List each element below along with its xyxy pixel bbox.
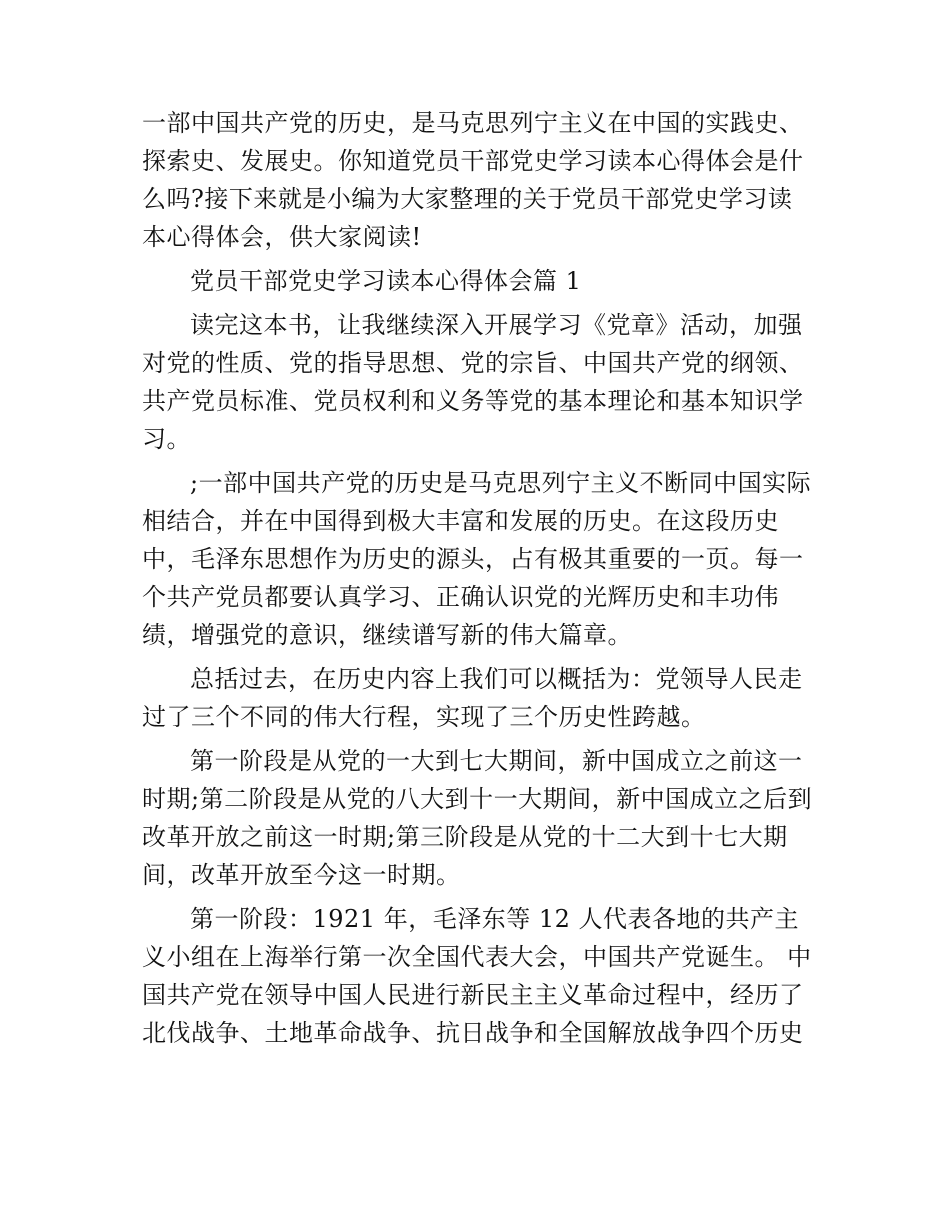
body-paragraph-1: 读完这本书，让我继续深入开展学习《党章》活动，加强对党的性质、党的指导思想、党的宗旨、中国共产党的纲领、共产党员标准、党员权利和义务等党的基本理论和基本知识学习。 <box>142 311 804 453</box>
body-paragraph-2: ;一部中国共产党的历史是马克思列宁主义不断同中国实际相结合，并在中国得到极大丰富和发展的历史。在这段历史中，毛泽东思想作为历史的源头，占有极其重要的一页。每一个共产党员都要认真学习、正确认识党的光辉历史和丰功伟绩，增强党的意识，继续谱写新的伟大篇章。 <box>142 469 812 649</box>
body-paragraph-5: 第一阶段：1921 年，毛泽东等 12 人代表各地的共产主义小组在上海举行第一次全国代表大会，中国共产党诞生。 中国共产党在领导中国人民进行新民主主义革命过程中，经历了北伐战争、土地革命战争、抗日战争和全国解放战争四个历史 <box>142 905 812 1047</box>
document-body <box>142 104 814 1058</box>
body-paragraph-4: 第一阶段是从党的一大到七大期间，新中国成立之前这一时期;第二阶段是从党的八大到十一大期间，新中国成立之后到改革开放之前这一时期;第三阶段是从党的十二大到十七大期间，改革开放至今这一时期。 <box>142 747 813 889</box>
body-paragraph-3: 总括过去，在历史内容上我们可以概括为：党领导人民走过了三个不同的伟大行程，实现了三个历史性跨越。 <box>142 665 803 731</box>
section-title: 党员干部党史学习读本心得体会篇 1 <box>190 267 582 295</box>
intro-paragraph: 一部中国共产党的历史，是马克思列宁主义在中国的实践史、探索史、发展史。你知道党员干部党史学习读本心得体会是什么吗?接下来就是小编为大家整理的关于党员干部党史学习读本心得体会，供大家阅读! <box>142 109 804 251</box>
